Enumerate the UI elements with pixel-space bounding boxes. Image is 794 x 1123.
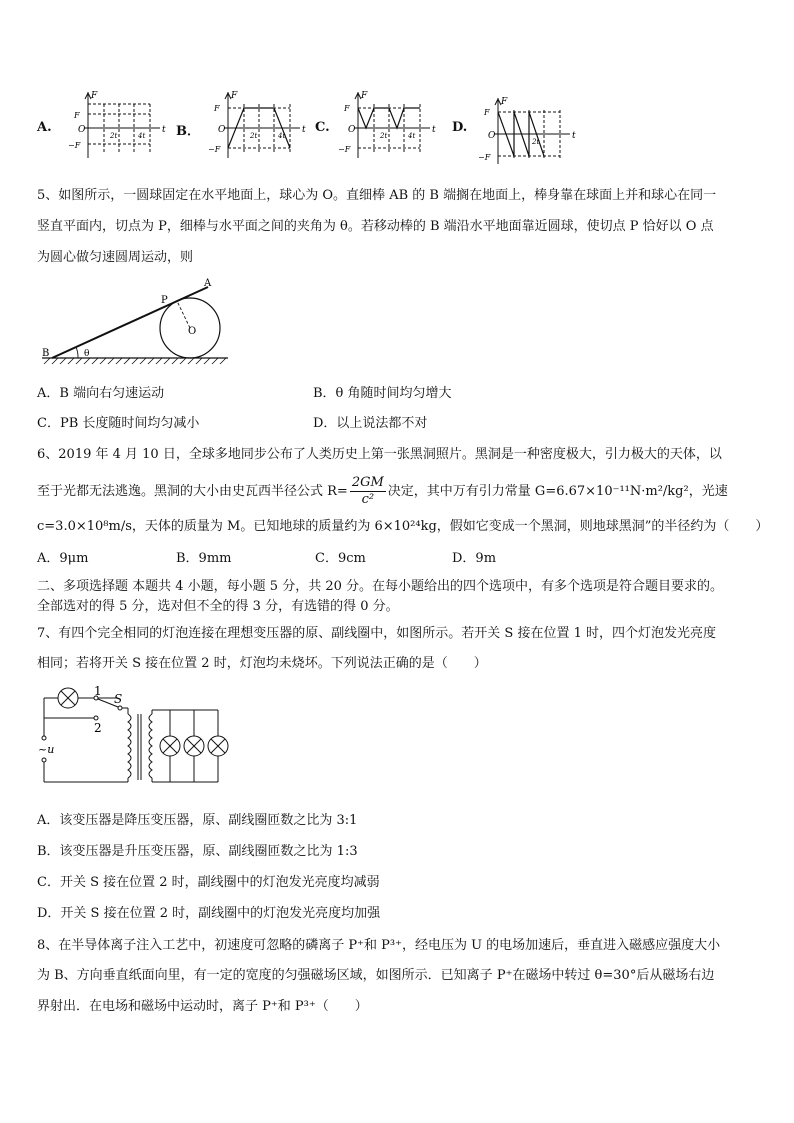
svg-text:2t: 2t (250, 132, 258, 140)
label-a: A (204, 278, 212, 289)
section2-instructions-line-1: 二、多项选择题 本题共 4 小题，每小题 5 分，共 20 分。在每小题给出的四个选项中，有多个选项是符合题目要求的。 (37, 579, 724, 594)
q6-stem-line-1: 6、2019 年 4 月 10 日，全球多地同步公布了人类历史上第一张黑洞照片。黑洞是一种密度极大，引力极大的天体，以 (37, 447, 722, 462)
axis-f0-label: F (74, 111, 80, 120)
switch-position-1-label: 1 (94, 684, 102, 698)
q6-stem-line-2 (37, 475, 728, 509)
q6-stem-line-3: c=3.0×10⁸m/s，天体的质量为 M。已知地球的质量约为 6×10²⁴kg，假如它变成一个黑洞，则地球黑洞”的半径约为（ ） (37, 519, 769, 534)
q4-graph-d (470, 92, 582, 166)
q7-option-a: A．该变压器是降压变压器，原、副线圈匝数之比为 3:1 (37, 813, 358, 828)
q4-graph-b (200, 86, 312, 160)
svg-text:t: t (572, 131, 576, 141)
q6-option-c: C．9cm (315, 551, 366, 566)
svg-text:O: O (218, 125, 226, 135)
q4-option-c-label: C. (315, 120, 330, 135)
q7-option-c: C．开关 S 接在位置 2 时，副线圈中的灯泡发光亮度均减弱 (37, 875, 380, 890)
q6-option-a: A．9μm (37, 551, 89, 566)
svg-text:−F: −F (478, 153, 491, 162)
svg-text:t: t (432, 125, 436, 135)
q5-figure-sphere-rod (38, 276, 238, 371)
q7-stem-line-2: 相同；若将开关 S 接在位置 2 时，灯泡均未烧坏。下列说法正确的是（ ） (37, 656, 487, 671)
q6-option-b: B．9mm (176, 551, 232, 566)
label-o: O (188, 326, 197, 337)
source-u-label: ~u (38, 743, 55, 756)
svg-text:t: t (302, 125, 306, 135)
svg-text:2t: 2t (380, 132, 388, 140)
tick-4t0-label: 4t (138, 132, 146, 140)
svg-text:4t: 4t (408, 132, 416, 140)
fraction-numerator: 2GM (351, 475, 384, 490)
q4-option-b-label: B． (176, 124, 200, 139)
svg-text:O: O (348, 125, 356, 135)
q4-option-a-label: A. (37, 120, 52, 135)
switch-s-label: S (114, 692, 123, 706)
q5-option-c: C．PB 长度随时间均匀减小 (37, 416, 200, 431)
axis-f-label: F (91, 91, 98, 101)
q8-stem-line-2: 为 B、方向垂直纸面向里，有一定的宽度的匀强磁场区域，如图所示．已知离子 P⁺在磁场中转过 θ=30°后从磁场右边 (37, 968, 715, 983)
svg-text:−F: −F (338, 145, 351, 154)
q8-stem-line-1: 8、在半导体离子注入工艺中，初速度可忽略的磷离子 P⁺和 P³⁺，经电压为 U 的电场加速后，垂直进入磁感应强度大小 (37, 938, 721, 953)
svg-text:4t: 4t (278, 132, 286, 140)
q6-stem-line-2-start: 至于光都无法逃逸。黑洞的大小由史瓦西半径公式 R= (37, 484, 348, 499)
q5-option-b: B．θ 角随时间均匀增大 (313, 386, 452, 401)
switch-position-2-label: 2 (94, 721, 102, 735)
section2-instructions-line-2: 全部选对的得 5 分，选对但不全的得 3 分，有选错的得 0 分。 (37, 599, 399, 614)
q5-option-a: A．B 端向右匀速运动 (37, 386, 165, 401)
svg-text:F: F (361, 91, 368, 101)
q8-stem-line-3: 界射出．在电场和磁场中运动时，离子 P⁺和 P³⁺（ ） (37, 999, 368, 1014)
axis-t-label: t (162, 125, 166, 135)
axis-neg-f0-label: −F (68, 141, 81, 150)
svg-text:F: F (344, 104, 350, 113)
q7-figure-transformer-circuit (36, 684, 236, 788)
label-b: B (42, 348, 50, 359)
q4-graph-a (60, 86, 172, 160)
q6-stem-line-2-end: 决定，其中万有引力常量 G=6.67×10⁻¹¹N·m²/kg²，光速 (387, 484, 728, 499)
label-theta: θ (84, 349, 90, 359)
svg-text:F: F (501, 97, 508, 107)
fraction-denominator: c² (361, 492, 375, 507)
tick-2t0-label: 2t (110, 132, 118, 140)
svg-text:F: F (484, 108, 490, 117)
svg-text:2t: 2t (532, 138, 540, 146)
schwarzschild-fraction (350, 475, 386, 508)
svg-text:−F: −F (208, 145, 221, 154)
svg-text:O: O (488, 131, 496, 141)
q7-stem-line-1: 7、有四个完全相同的灯泡连接在理想变压器的原、副线圈中，如图所示。若开关 S 接在位置 1 时，四个灯泡发光亮度 (37, 626, 716, 641)
q7-option-d: D．开关 S 接在位置 2 时，副线圈中的灯泡发光亮度均加强 (37, 906, 381, 921)
svg-text:F: F (231, 91, 238, 101)
q5-option-d: D．以上说法都不对 (313, 416, 428, 431)
svg-text:F: F (214, 104, 220, 113)
q5-stem-line-2: 竖直平面内，切点为 P，细棒与水平面之间的夹角为 θ。若移动棒的 B 端沿水平地面靠近圆球，使切点 P 恰好以 O 点 (37, 219, 714, 234)
q4-option-d-label: D. (452, 120, 468, 135)
q4-graph-c (330, 86, 442, 160)
q5-stem-line-1: 5、如图所示，一圆球固定在水平地面上，球心为 O。直细棒 AB 的 B 端搁在地面上，棒身靠在球面上并和球心在同一 (37, 188, 717, 203)
q6-option-d: D．9m (452, 551, 497, 566)
q5-stem-line-3: 为圆心做匀速圆周运动，则 (37, 250, 194, 265)
axis-origin-label: O (78, 125, 86, 135)
label-p: P (161, 295, 168, 306)
q7-option-b: B．该变压器是升压变压器，原、副线圈匝数之比为 1:3 (37, 844, 358, 859)
